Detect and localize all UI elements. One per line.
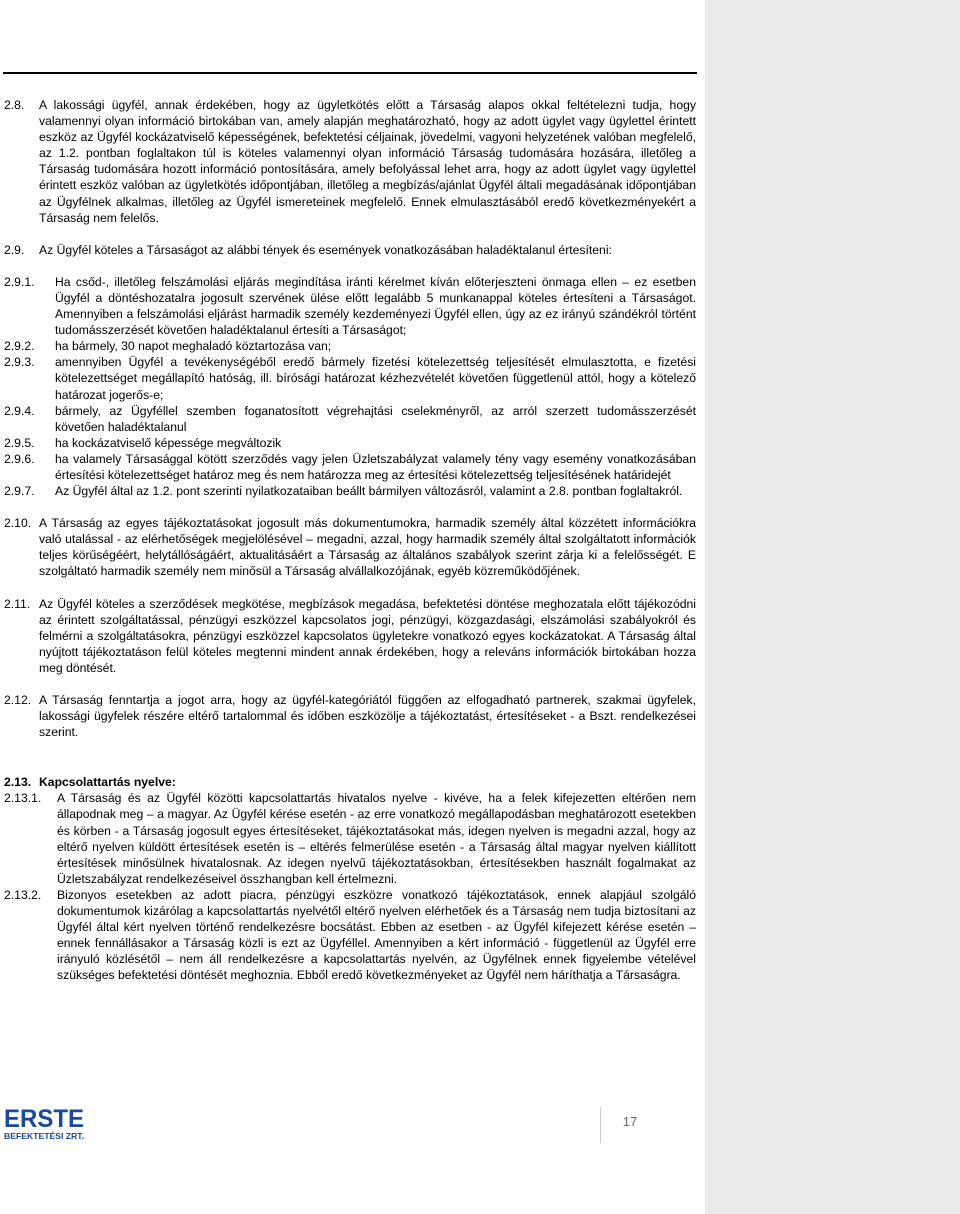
erste-logo <box>3 1103 85 1143</box>
item-number: 2.9.7. <box>4 484 35 499</box>
section-2-12 <box>4 692 696 740</box>
item-number: 2.9.3. <box>4 355 35 370</box>
item-text: Az Ügyfél által az 1.2. pont szerinti nyilatkozataiban beállt bármilyen változásról, valamint a 2.8. pontban foglaltakról. <box>55 484 683 499</box>
item-text: A Társaság és az Ügyfél közötti kapcsolattartás hivatalos nyelve - kivéve, ha a felek kifejezetten eltérően nem állapodnak meg – a magyar. Az Ügyfél kérése esetén - az erre vonatkozó megállapodásban meghatározott esetekben és körben - a Társaság jogosult egyes értesítéseket, tájékoztatásokat más, idegen nyelven is megadni azzal, hogy az eltérő nyelven küldött értesítések esetén is – eltérés felmerülése esetén - a Társaság által magyar nyelven kiállított értesítések minősülnek hivatalosnak. Az idegen nyelvű tájékoztatásokban, értesítésekben használt fogalmakat az Üzletszabályzat rendelkezéseivel összhangban kell értelmezni. <box>57 791 696 886</box>
section-number: 2.11. <box>4 596 31 611</box>
item-number: 2.13.1. <box>4 791 42 806</box>
section-text: A lakossági ügyfél, annak érdekében, hogy az ügyletkötés előtt a Társaság alapos okkal feltételezni tudja, hogy valamennyi olyan információ birtokában van, amely alapján meghatározható, hogy az adott ügylet vagy ügylettel érintett eszköz az Ügyfél kockázatviselő képességének, befektetési céljainak, jövedelmi, vagyoni helyzetének valóban megfelelő, az 1.2. pontban foglaltakon túl is köteles valamennyi olyan információ Társaság tudomására hozására, illetőleg a Társaság tudomására hozott információ pontosítására, amely befolyással lehet arra, hogy az adott ügylet vagy ügylettel érintett eszköz valóban az ügyletkötés időpontjában, illetőleg a megbízás/ajánlat Ügyfél általi megadásának időpontjában az Ügyfélnek alkalmas, illetőleg az Ügyfél ismereteinek megfelelő. Ennek elmulasztásából eredő következményekért a Társaság nem felelős. <box>39 98 696 225</box>
item-number: 2.9.5. <box>4 435 35 450</box>
item-2-9-4 <box>4 403 696 435</box>
section-number: 2.8. <box>4 98 25 112</box>
section-title: Kapcsolattartás nyelve: <box>39 775 176 790</box>
item-2-9-6 <box>4 451 696 483</box>
item-2-9-7 <box>4 483 696 499</box>
item-text: ha kockázatviselő képessége megváltozik <box>55 435 282 450</box>
item-text: amennyiben Ügyfél a tevékenységéből eredő bármely fizetési kötelezettség teljesítését elmulasztotta, e fizetési kötelezettséget megállapító hatóság, ill. bírósági határozat kézhezvételét követően függetlenül attól, hogy a kötelező határozat jogerős-e; <box>55 355 696 402</box>
section-number: 2.9. <box>4 242 25 257</box>
footer-divider <box>600 1107 601 1143</box>
section-text: A Társaság fenntartja a jogot arra, hogy az ügyfél-kategóriától függően az elfogadható partnerek, szakmai ügyfelek, lakossági ügyfelek részére eltérő tartalommal és időben eszközölje a tájékoztatást, értesítéseket - a Bszt. rendelkezései szerint. <box>39 693 696 740</box>
section-2-11 <box>4 596 696 676</box>
section-2-13-heading <box>4 774 696 790</box>
section-number: 2.10. <box>4 516 32 531</box>
item-2-13-1 <box>4 790 696 887</box>
item-text: Bizonyos esetekben az adott piacra, pénzügyi eszközre vonatkozó tájékoztatások, ennek alapjául szolgáló dokumentumok kizárólag a kapcsolattartás nyelvétől eltérő nyelven elérhetőek és a Társaság nem tudja biztosítani az Ügyfél által kért nyelven történő rendelkezésre bocsátást. Ebben az esetben - az Ügyfél kifejezett kérése esetén – ennek fennállásakor a Társaság közli is ezt az Ügyféllel. Amennyiben a kért információ - függetlenül az Ügyfél erre irányuló közlésétől – nem áll rendelkezésre a kapcsolattartás nyelvén, az Ügyfélnek ennek figyelembe vételével szükséges befektetési döntését meghoznia. Ebből eredő következményeket az Ügyfél nem háríthatja a Társaságra. <box>57 887 696 983</box>
item-number: 2.13.2. <box>4 887 42 902</box>
item-2-9-5 <box>4 435 696 451</box>
item-2-9-3 <box>4 354 696 402</box>
item-2-13-2 <box>4 887 696 984</box>
section-text: A Társaság az egyes tájékoztatásokat jogosult más dokumentumokra, harmadik személy által közzétett információkra való utalással - az elérhetőségek megjelölésével – megadni, azzal, hogy harmadik személy által szolgáltatott információk teljes körűségéért, helytállóságáért, aktualitásáért a Társaság az általános szabályok szerint zárja ki a felelősségét. E szolgáltató harmadik személy nem minősül a Társaság alvállalkozójának, egyéb közreműködőjének. <box>39 516 696 579</box>
margin-panel <box>705 0 960 1214</box>
section-number: 2.12. <box>4 693 32 707</box>
item-2-9-2 <box>4 338 696 354</box>
section-2-9 <box>4 242 696 258</box>
item-text: ha bármely, 30 napot meghaladó köztartozása van; <box>55 339 332 354</box>
section-text: Az Ügyfél köteles a Társaságot az alábbi tények és események vonatkozásában haladéktalanul értesíteni: <box>39 242 612 257</box>
item-number: 2.9.2. <box>4 339 35 354</box>
item-2-9-1 <box>4 274 696 338</box>
item-text: ha valamely Társasággal kötött szerződés vagy jelen Üzletszabályzat valamely tény vagy esemény vonatkozásában értesítési kötelezettséget határoz meg és nem határozza meg az értesítési kötelezettség teljesítésének határidejét <box>55 451 696 482</box>
logo-wordmark: ERSTE <box>4 1105 84 1133</box>
item-number: 2.9.4. <box>4 403 35 418</box>
item-number: 2.9.1. <box>4 274 35 289</box>
item-text: bármely, az Ügyféllel szemben foganatosított végrehajtási cselekményről, az arról szerzett tudomásszerzését követően haladéktalanul <box>55 403 696 434</box>
item-text: Ha csőd-, illetőleg felszámolási eljárás megindítása iránti kérelmet kíván előterjeszteni önmaga ellen – ez esetben Ügyfél a döntéshozatalra jogosult szervének ülése előtt legalább 5 munkanappal köteles értesíteni a Társaságot. Amennyiben a felszámolási eljárást harmadik személy kezdeményezi Ügyfél ellen, úgy az ez irányú szándékról történt tudomásszerzését követően haladéktalanul értesíti a Társaságot; <box>55 274 696 338</box>
document-body <box>4 97 696 984</box>
section-2-10 <box>4 515 696 579</box>
item-number: 2.9.6. <box>4 451 35 466</box>
section-2-8 <box>4 97 696 226</box>
header-rule <box>3 72 697 74</box>
logo-subtitle: BEFEKTETÉSI ZRT. <box>4 1131 84 1141</box>
page-number: 17 <box>622 1114 638 1129</box>
section-number: 2.13. <box>4 775 32 790</box>
section-text: Az Ügyfél köteles a szerződések megkötése, megbízások megadása, befektetési döntése meghozatala előtt tájékozódni az érintett szolgáltatással, pénzügyi eszközzel kapcsolatos jogi, pénzügyi, közgazdasági, elszámolási szabályokról és felmérni a szolgáltatásokra, pénzügyi eszközzel kapcsolatos ügyletekre vonatkozó egyes kockázatokat. A Társaság által nyújtott tájékoztatáson felül köteles megtenni mindent annak érdekében, hogy a releváns információk birtokában hozza meg döntését. <box>39 596 696 675</box>
